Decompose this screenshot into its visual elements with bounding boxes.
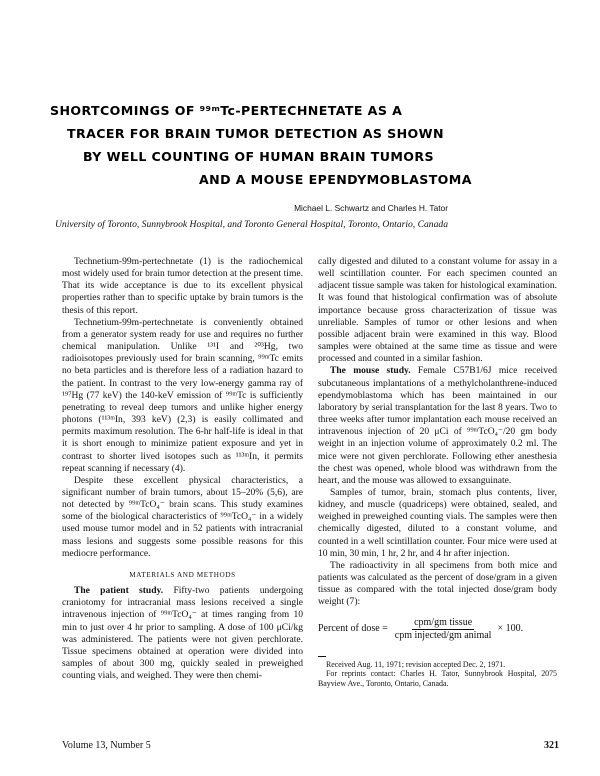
journal-volume: Volume 13, Number 5: [62, 740, 151, 751]
paragraph: Technetium-99m-pertechnetate (1) is the radiochemical most widely used for brain tumor detection at the present time. That its wide acceptance is due to its excellent physical properties rather than to specific uptake by brain tumors is the thesis of this report.: [62, 256, 303, 316]
title-line-1: SHORTCOMINGS OF ⁹⁹ᵐTc-PERTECHNETATE AS A: [50, 103, 403, 118]
right-column: [318, 256, 557, 688]
page-number: 321: [544, 740, 559, 751]
equation-numerator: cpm/gm tissue: [414, 616, 473, 628]
equation-fraction: [393, 617, 494, 642]
paragraph: Technetium-99m-pertechnetate is conveniently obtained from a generator system ready for use and requires no further chemical manipulation. Unlike ¹³¹I and ²⁰³Hg, two radioisotopes previously used for brain scanning, ⁹⁹ᵐTc emits no beta particles and is therefore less of a radiation hazard to the patient. In contrast to the very low-energy gamma ray of ¹⁹⁷Hg (77 keV) the 140-keV emission of ⁹⁹ᵐTc is sufficiently penetrating to reveal deep tumors and unlike higher energy photons (¹¹³ᵐIn, 393 keV) (2,3) is easily collimated and permits maximum resolution. The 6-hr half-life is ideal in that it is short enough to minimize patient exposure and yet in contrast to shorter lived isotopes such as ¹¹³ᵐIn, it permits repeat scanning if necessary (4).: [62, 316, 303, 474]
footnote-rule: [318, 656, 326, 657]
equation-rhs: × 100.: [497, 622, 524, 634]
section-heading: MATERIALS AND METHODS: [129, 570, 236, 579]
equation-denominator: cpm injected/gm animal: [394, 629, 492, 641]
authors: Michael L. Schwartz and Charles H. Tator: [294, 203, 448, 213]
footnote-reprints: For reprints contact: Charles H. Tator, Sunnybrook Hospital, 2075 Bayview Ave., Toronto, Ontario, Canada.: [318, 669, 557, 688]
title-line-4: AND A MOUSE EPENDYMOBLASTOMA: [199, 172, 472, 187]
title-line-3: BY WELL COUNTING OF HUMAN BRAIN TUMORS: [83, 149, 434, 164]
footnote-received: Received Aug. 11, 1971; revision accepted Dec. 2, 1971.: [326, 659, 506, 669]
paragraph: The radioactivity in all specimens from both mice and patients was calculated as the percent of dose/gram in a given tissue as compared with the total injected dose/gram body weight (7):: [318, 559, 557, 608]
affiliation: University of Toronto, Sunnybrook Hospital, and Toronto General Hospital, Toronto, Ontario, Canada: [54, 219, 448, 230]
paragraph: cally digested and diluted to a constant volume for assay in a well scintillation counter. For each specimen counted an adjacent tissue sample was taken for histological examination. It was found that histological confirmation was of absolute importance because gross characterization of tissue was unreliable. Samples of tumor or other lesions and when possible adjacent brain were examined in this way. Blood samples were obtained at the same time as tissue and were processed and counted in a similar fashion.: [318, 256, 557, 365]
title-line-2: TRACER FOR BRAIN TUMOR DETECTION AS SHOWN: [67, 126, 444, 141]
equation-lhs: Percent of dose =: [318, 622, 388, 634]
run-in-heading: The mouse study.: [330, 365, 411, 377]
paragraph: [62, 585, 303, 682]
paragraph-text: Fifty-two patients undergoing craniotomy for intracranial mass lesions received a single intravenous injection of ⁹⁹ᵐTcO₄⁻ at times ranging from 10 min to just over 4 hr prior to sampling. A dose of 100 μCi/kg was administered. The patients were not given perchlorate. Tissue specimens obtained at operation were divided into samples of about 300 mg, quickly sealed in preweighed counting vials, and weighed. They were then chemi-: [62, 585, 304, 682]
paragraph: [318, 365, 557, 487]
paragraph: Samples of tumor, brain, stomach plus contents, liver, kidney, and muscle (quadriceps) were obtained, sealed, and weighed in preweighed counting vials. The samples were then chemically digested, diluted to a constant volume, and counted in a well scintillation counter. Four mice were used at 10 min, 30 min, 1 hr, 2 hr, and 4 hr after injection.: [318, 486, 557, 559]
paragraph-text: Female C57B1/6J mice received subcutaneous implantations of a methylcholanthrene-induced ependymoblastoma which has been maintained in our laboratory by serial transplantation for the last 8 years. Two to three weeks after tumor implantation each mouse received an intravenous injection of 20 μCi of ⁹⁹ᵐTcO₄⁻/20 gm body weight in an injection volume of approximately 0.2 ml. The mice were not given perchlorate. Following ether anesthesia the chest was opened, whole blood was withdrawn from the heart, and the mouse was allowed to exsanguinate.: [318, 365, 557, 486]
footnotes: [318, 660, 557, 689]
paragraph: Despite these excellent physical characteristics, a significant number of brain tumors, about 15–20% (5,6), are not detected by ⁹⁹ᵐTcO₄⁻ brain scans. This study examines some of the biological characteristics of ⁹⁹ᵐTcO₄⁻ in a widely used mouse tumor model and in 52 patients with intracranial mass lesions and suggests some possible reasons for this mediocre performance.: [62, 474, 303, 559]
run-in-heading: The patient study.: [74, 585, 164, 597]
equation: [318, 617, 557, 642]
left-column: [62, 256, 303, 682]
